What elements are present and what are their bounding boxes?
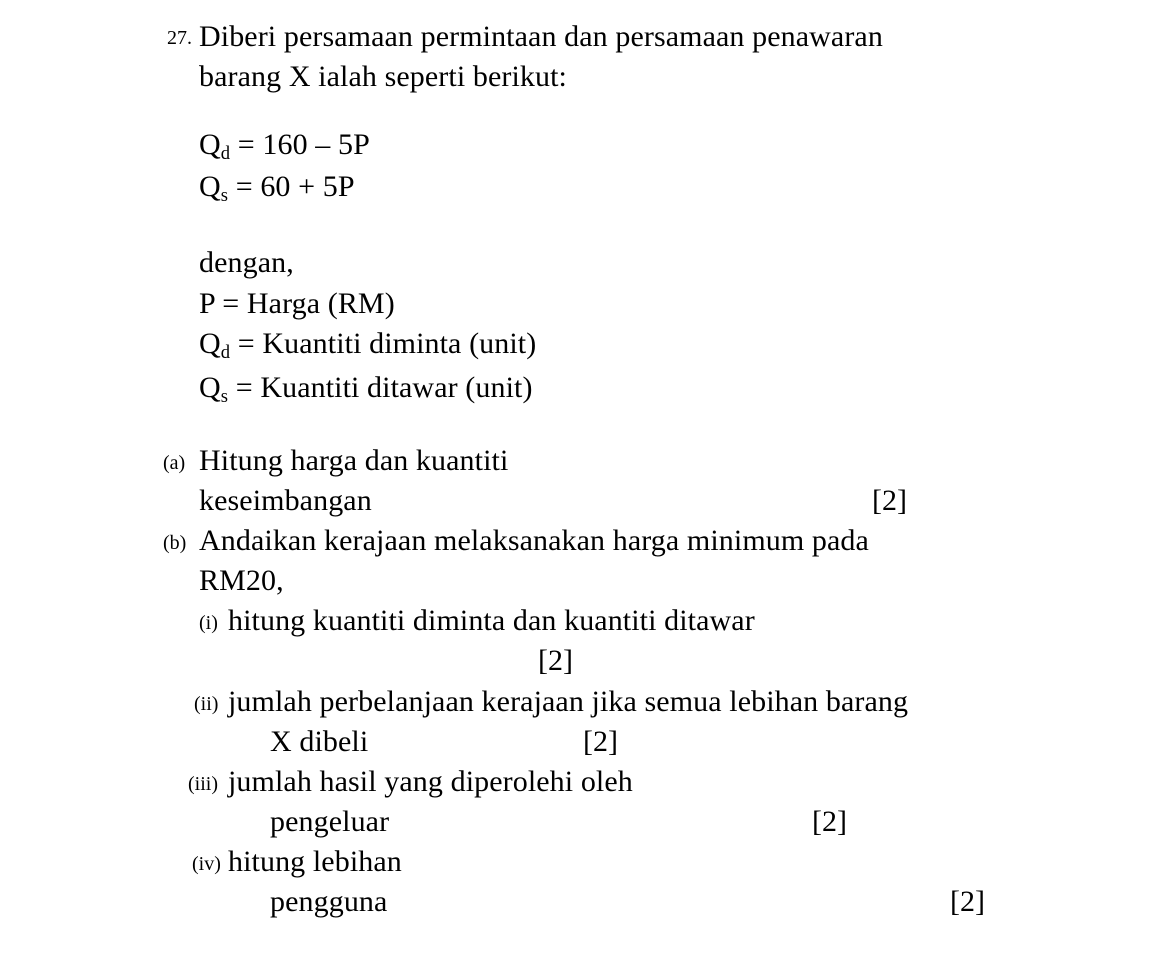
part-b-iv-marker: (iv) [192,853,221,875]
legend-qs [199,371,533,408]
supply-subscript: s [220,185,229,207]
part-b-ii-marks: [2] [583,725,618,758]
legend-qd-subscript: d [220,342,231,364]
part-b-iii-line-1: jumlah hasil yang diperolehi oleh [228,765,633,798]
legend-qs-symbol: Q [199,371,221,404]
part-b-ii-line-2: X dibeli [270,725,369,758]
demand-body: = 160 – 5P [230,128,370,161]
part-b-iii-marks: [2] [812,805,847,838]
legend-qd-symbol: Q [199,327,221,360]
part-b-i-marks: [2] [538,644,573,677]
demand-equation [199,128,370,165]
part-b-ii-marker: (ii) [194,693,219,715]
part-b-i-line-1: hitung kuantiti diminta dan kuantiti ditawar [228,604,755,637]
supply-body: = 60 + 5P [228,170,355,203]
part-b-marker: (b) [163,532,187,554]
part-a-marker: (a) [163,452,186,474]
part-b-line-1: Andaikan kerajaan melaksanakan harga minimum pada [199,524,869,557]
supply-equation [199,170,355,207]
legend-qs-subscript: s [220,386,229,408]
demand-symbol: Q [199,128,221,161]
part-b-line-2: RM20, [199,564,284,597]
part-b-iii-line-2: pengeluar [270,805,390,838]
part-b-iv-line-2: pengguna [270,885,388,918]
legend-qs-body: = Kuantiti ditawar (unit) [228,371,533,404]
legend-qd-body: = Kuantiti diminta (unit) [230,327,537,360]
part-b-ii-line-1: jumlah perbelanjaan kerajaan jika semua lebihan barang [228,685,909,718]
part-b-iii-marker: (iii) [188,773,218,795]
part-a-line-2: keseimbangan [199,484,372,517]
demand-subscript: d [220,143,231,165]
part-b-iv-marks: [2] [950,885,985,918]
legend-price: P = Harga (RM) [199,287,395,320]
part-b-iv-line-1: hitung lebihan [228,845,402,878]
question-intro-line-1: Diberi persamaan permintaan dan persamaan penawaran [199,20,883,53]
legend-qd [199,327,537,364]
legend-heading: dengan, [199,246,294,279]
part-a-line-1: Hitung harga dan kuantiti [199,444,509,477]
question-number: 27. [167,27,192,49]
part-b-i-marker: (i) [199,612,218,634]
supply-symbol: Q [199,170,221,203]
part-a-marks: [2] [872,484,907,517]
question-intro-line-2: barang X ialah seperti berikut: [199,60,567,93]
